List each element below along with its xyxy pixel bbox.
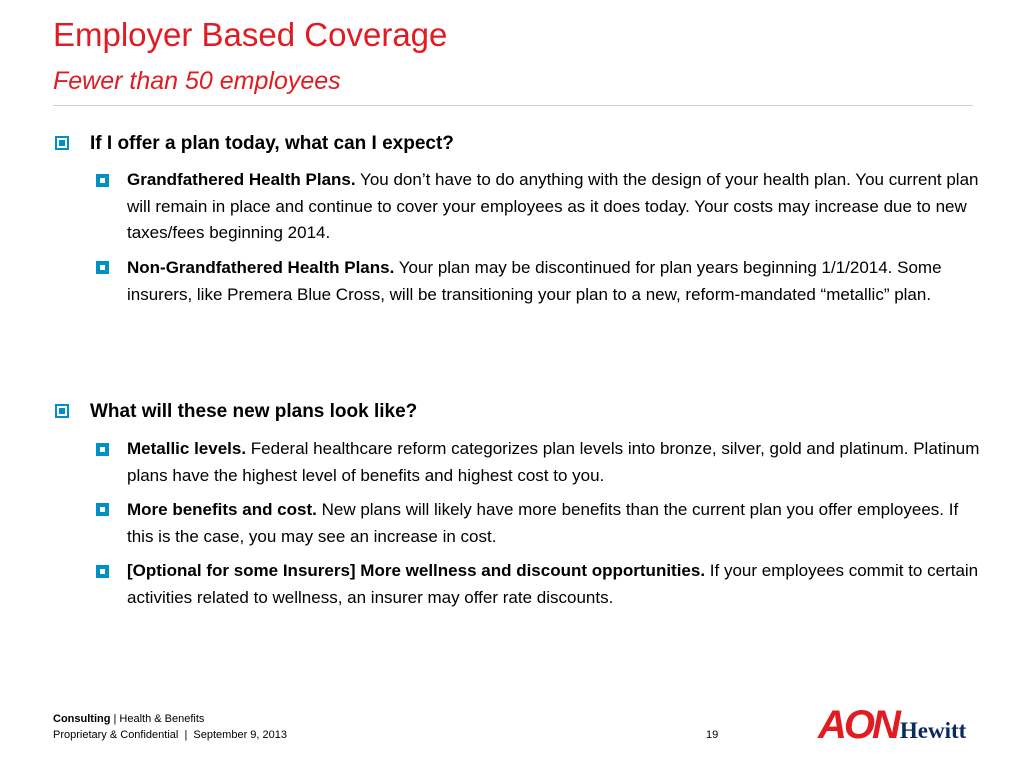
item-bullet-icon	[96, 174, 109, 187]
item-lead: Grandfathered Health Plans.	[127, 170, 356, 189]
item-lead: More benefits and cost.	[127, 500, 317, 519]
item-text: Your plan may be discontinued for plan years beginning 1/1/2014. Some insurers, like Premera Blue Cross, will be transitioning your plan to a new, reform-mandated “metallic” plan.	[127, 258, 942, 304]
item-bullet-icon	[96, 443, 109, 456]
footer-confidentiality: Proprietary & Confidential | September 9, 2013	[53, 729, 287, 741]
section-bullet-icon	[55, 136, 69, 150]
footer-separator: |	[113, 713, 117, 725]
list-item	[127, 255, 983, 308]
logo-aon-wordmark: AON	[818, 703, 898, 747]
list-item	[127, 558, 983, 611]
section-bullet-icon	[55, 404, 69, 418]
item-text: New plans will likely have more benefits than the current plan you offer employees. If this is the case, you may see an increase in cost.	[127, 500, 959, 546]
logo-hewitt-wordmark: Hewitt	[899, 718, 967, 743]
aon-hewitt-logo	[818, 705, 966, 754]
item-bullet-icon	[96, 503, 109, 516]
item-lead: [Optional for some Insurers] More wellness and discount opportunities.	[127, 561, 706, 580]
title-divider	[53, 105, 973, 106]
item-bullet-icon	[96, 261, 109, 274]
list-item	[127, 436, 983, 489]
item-text: You don’t have to do anything with the design of your health plan. You current plan will remain in place and continue to cover your employees as it does today. Your costs may increase due to new taxes/fees beginning 2014.	[127, 170, 979, 242]
list-item	[127, 497, 983, 550]
slide-title: Employer Based Coverage	[53, 16, 448, 53]
slide-subtitle: Fewer than 50 employees	[53, 67, 341, 95]
footer-division	[53, 713, 204, 725]
item-bullet-icon	[96, 565, 109, 578]
item-text: If your employees commit to certain activities related to wellness, an insurer may offer rate discounts.	[127, 561, 979, 607]
footer-division-name: Consulting	[53, 713, 111, 725]
item-lead: Non-Grandfathered Health Plans.	[127, 258, 395, 277]
item-lead: Metallic levels.	[127, 439, 247, 458]
list-item	[127, 167, 983, 247]
footer-practice: Health & Benefits	[119, 713, 205, 725]
page-number: 19	[706, 729, 719, 741]
section-heading: What will these new plans look like?	[90, 401, 418, 422]
section-heading: If I offer a plan today, what can I expect?	[90, 133, 454, 154]
item-text: Federal healthcare reform categorizes plan levels into bronze, silver, gold and platinum. Platinum plans have the highest level of benefits and highest cost to you.	[127, 439, 980, 485]
